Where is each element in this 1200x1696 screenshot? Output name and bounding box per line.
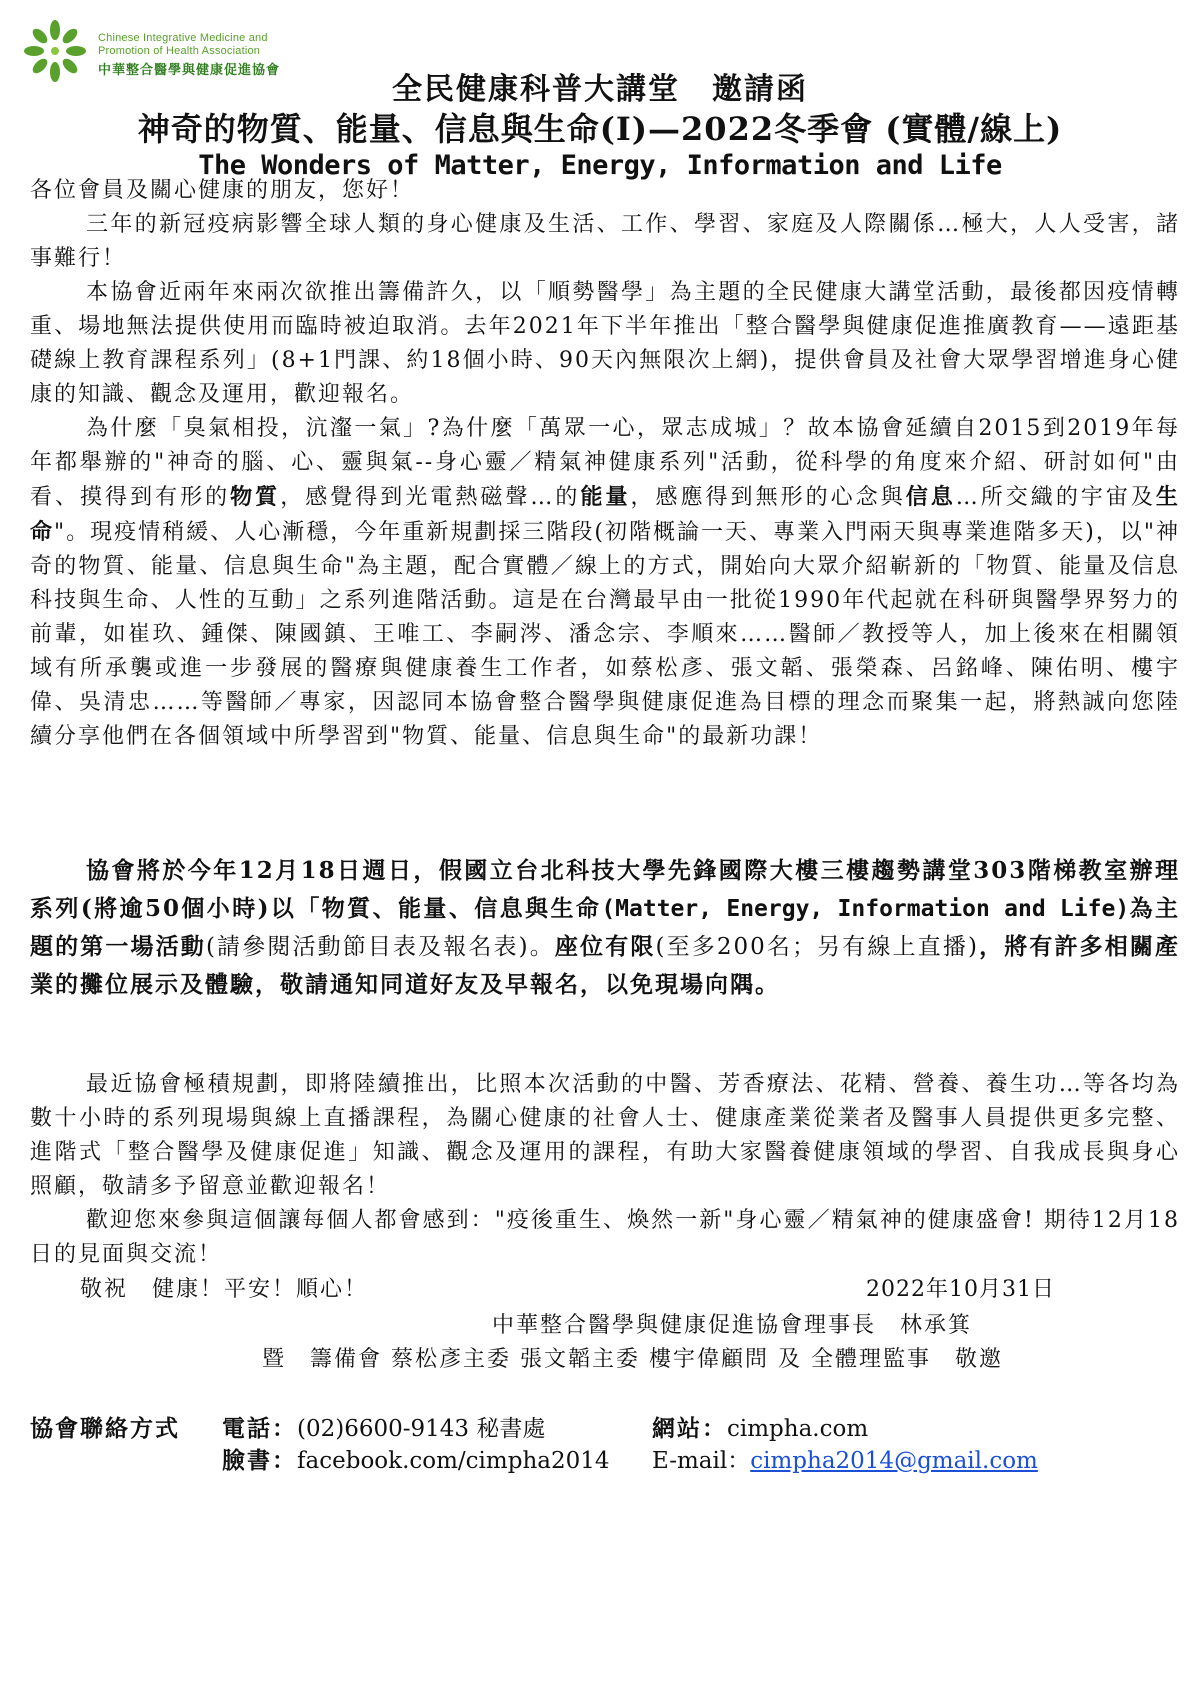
text-segment: ，感應得到無形的心念與 [630, 485, 906, 510]
announcement-english-theme: (Matter, Energy, Information and Life) [601, 896, 1130, 922]
website-value: cimpha.com [727, 1416, 869, 1442]
contact-email [652, 1442, 1038, 1475]
phone-value: (02)6600-9143 秘書處 [297, 1416, 546, 1442]
logo-english-line2: Promotion of Health Association [98, 45, 261, 57]
paragraph-welcome: 歡迎您來參與這個讓每個人都會感到："疫後重生、煥然一新"身心靈／精氣神的健康盛會! 期待12月18日的見面與交流！ [30, 1208, 1180, 1267]
facebook-label: 臉書： [222, 1447, 297, 1474]
letter-closing-body [30, 1068, 1180, 1272]
email-label: E-mail： [652, 1448, 751, 1474]
logo-chinese-name: 中華整合醫學與健康促進協會 [98, 63, 281, 78]
paragraph-history: 本協會近兩年來兩次欲推出籌備許久，以「順勢醫學」為主題的全民健康大講堂活動，最後都因疫情轉重、場地無法提供使用而臨時被迫取消。去年2021年下半年推出「整合醫學與健康促進推廣教育——遠距基礎線上教育課程系列」(8+1門課、約18個小時、90天內無限次上網)，提供會員及社會大眾學習增進身心健康的知識、觀念及運用，歡迎報名。 [30, 280, 1180, 407]
logo-english-line1: Chinese Integrative Medicine and [98, 32, 268, 44]
letter-date: 2022年10月31日 [866, 1277, 1055, 1302]
letter-body [30, 174, 1180, 754]
keyword-life: 生命 [30, 484, 1180, 545]
announcement-paragraph [30, 852, 1180, 1004]
text-segment: …所交織的宇宙及 [955, 485, 1156, 510]
contact-phone [222, 1410, 545, 1443]
facebook-value: facebook.com/cimpha2014 [297, 1448, 610, 1474]
contact-label: 協會聯絡方式 [30, 1415, 180, 1442]
chairman-signature: 中華整合醫學與健康促進協會理事長 林承箕 [492, 1313, 973, 1338]
contact-website [652, 1410, 868, 1443]
keyword-energy: 能量 [580, 484, 631, 510]
invitation-title: 全民健康科普大講堂 邀請函 [392, 72, 808, 107]
website-label: 網站： [652, 1415, 727, 1442]
announcement-see-schedule: (請參閱活動節目表及報名表)。 [205, 934, 555, 960]
text-segment: 為什麼「臭氣相投，沆瀣一氣」?為什麼「萬眾一心，眾志成城」？故本協會延續自2015到2019年每年都舉辦的"神奇的腦、心、靈與氣--身心靈／精氣神健康系列"活動，從科學的角度來介紹、研討如何"由看、摸得到有形的 [30, 416, 1180, 510]
keyword-matter: 物質 [230, 484, 281, 510]
greeting: 各位會員及關心健康的朋友，您好！ [30, 178, 415, 203]
paragraph-upcoming-courses: 最近協會極積規劃，即將陸續推出，比照本次活動的中醫、芳香療法、花精、營養、養生功…等各均為數十小時的系列現場與線上直播課程，為關心健康的社會人士、健康產業從業者及醫事人員提供更多完整、進階式「整合醫學及健康促進」知識、觀念及運用的課程，有助大家醫養健康領域的學習、自我成長與身心照顧，敬請多予留意並歡迎報名！ [30, 1072, 1180, 1199]
email-link[interactable]: cimpha2014@gmail.com [750, 1448, 1038, 1474]
text-segment: ，感覺得到光電熱磁聲…的 [280, 485, 581, 510]
event-title: 神奇的物質、能量、信息與生命(Ⅰ)—2022冬季會 (實體/線上) [137, 110, 1063, 148]
announcement-register-early: ，將有許多相關產業的攤位展示及體驗，敬請通知同道好友及早報名，以免現場向隅。 [30, 933, 1181, 998]
phone-label: 電話： [222, 1415, 297, 1442]
closing-wish: 敬祝 健康！平安！順心！ [80, 1277, 369, 1302]
announcement-capacity: (至多200名；另有線上直播) [655, 934, 979, 960]
organizing-committee: 暨 籌備會 蔡松彥主委 張文韜主委 樓宇偉顧問 及 全體理監事 敬邀 [262, 1347, 1003, 1372]
event-announcement [30, 852, 1180, 1004]
paragraph-covid: 三年的新冠疫病影響全球人類的身心健康及生活、工作、學習、家庭及人際關係…極大，人人受害，諸事難行！ [30, 212, 1180, 271]
announcement-limited-seats: 座位有限 [554, 933, 656, 960]
text-segment: "。現疫情稍緩、人心漸穩，今年重新規劃採三階段(初階概論一天、專業入門兩天與專業進階多天)，以"神奇的物質、能量、信息與生命"為主題，配合實體／線上的方式，開始向大眾介紹嶄新的「物質、能量及信息科技與生命、人性的互動」之系列進階活動。這是在台灣最早由一批從1990年代起就在科研與醫學界努力的前輩，如崔玖、鍾傑、陳國鎮、王唯工、李嗣涔、潘念宗、李順來……醫師／教授等人，加上後來在相關領域有所承襲或進一步發展的醫療與健康養生工作者，如蔡松彥、張文韜、張榮森、呂銘峰、陳佑明、樓宇偉、吳清忠……等醫師／專家，因認同本協會整合醫學與健康促進為目標的理念而聚集一起，將熱誠向您陸續分享他們在各個領域中所學習到"物質、能量、信息與生命"的最新功課！ [30, 520, 1180, 749]
keyword-information: 信息 [905, 484, 956, 510]
announcement-date-venue: 協會將於今年12月18日週日，假國立台北科技大學先鋒國際大樓三樓趨勢講堂303階梯教室辦理系列(將逾50個小時)以「物質、能量、信息與生命 [30, 857, 1180, 922]
event-english-title: The Wonders of Matter, Energy, Information and Life [198, 150, 1002, 181]
contact-facebook [222, 1442, 610, 1475]
paragraph-series [30, 412, 1180, 754]
announcement-first-event: 為主題的第一場活動 [30, 895, 1181, 960]
